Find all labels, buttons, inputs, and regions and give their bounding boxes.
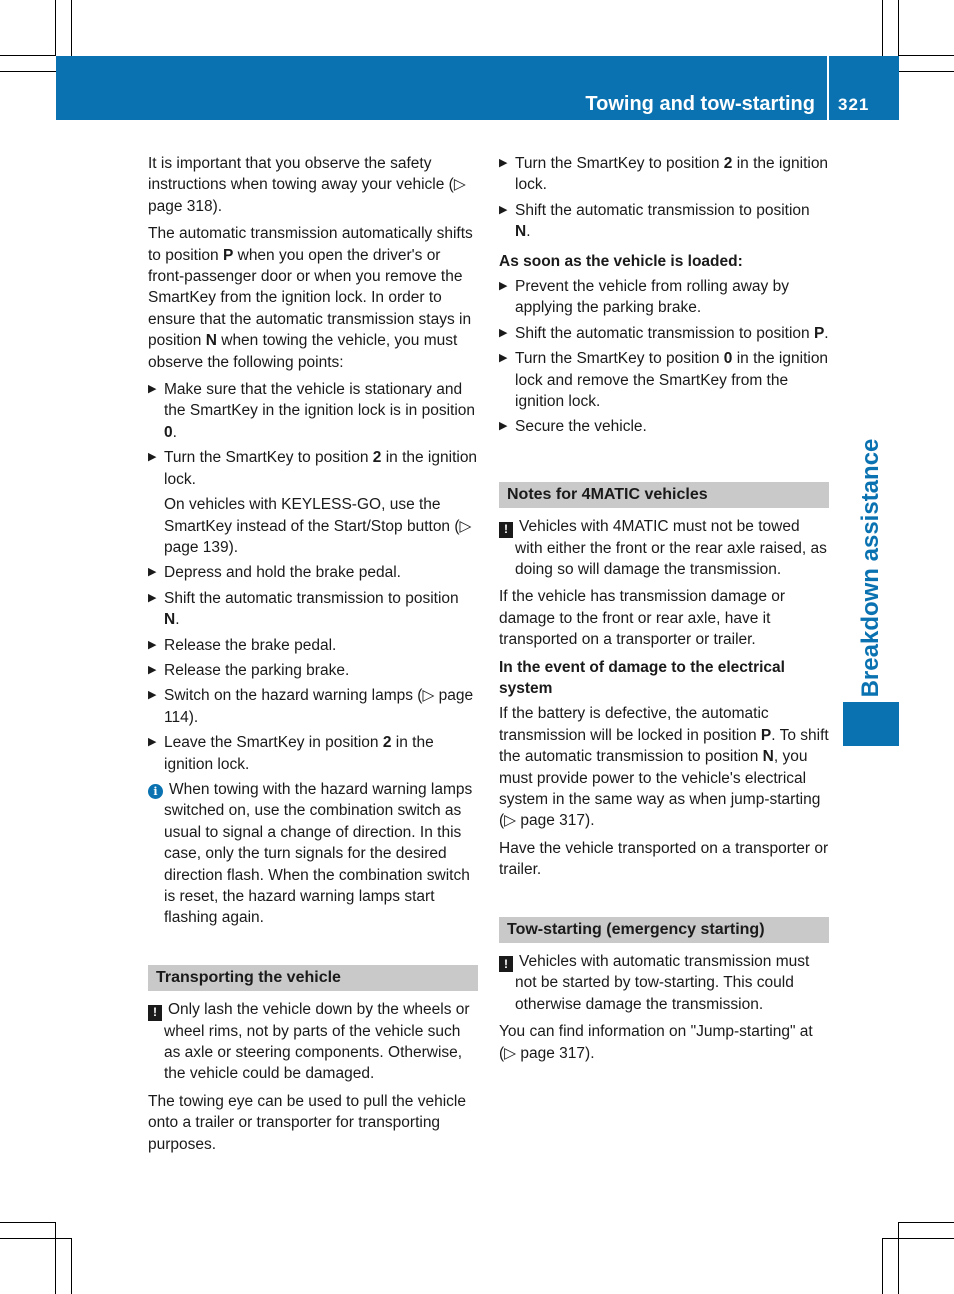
warning-note bbox=[148, 999, 478, 1085]
text-run: Shift the automatic transmission to position bbox=[515, 324, 814, 342]
page-title: Towing and tow-starting bbox=[585, 93, 815, 115]
electrical-paragraph bbox=[499, 703, 829, 831]
transmission-paragraph bbox=[148, 223, 478, 373]
crop-mark bbox=[882, 1238, 954, 1239]
right-column bbox=[499, 153, 829, 1070]
crop-mark bbox=[882, 1238, 883, 1294]
section-heading-4matic: Notes for 4MATIC vehicles bbox=[499, 482, 829, 508]
page-number: 321 bbox=[838, 95, 870, 114]
text-run: Leave the SmartKey in position bbox=[164, 734, 383, 752]
warning-icon: ! bbox=[499, 956, 513, 972]
text-run: The automatic transmission automatically shifts to position bbox=[148, 225, 473, 264]
text-run: . To shift the automatic transmission to position bbox=[499, 726, 829, 766]
text-run: When towing with the hazard warning lamps switched on, use the combination switch as usual to signal a change of direction. In this case, only the turn signals for the desired direction flash. When the combination switch is reset, the hazard warning lamps start flashing again. bbox=[164, 780, 473, 927]
step-item bbox=[148, 685, 478, 728]
step-item bbox=[148, 732, 478, 775]
crop-mark bbox=[0, 1238, 72, 1239]
warning-icon: ! bbox=[148, 1005, 162, 1021]
text-run: Prevent the vehicle from rolling away by applying the parking brake. bbox=[515, 278, 789, 317]
step-arrow-icon: ▶ bbox=[499, 326, 508, 339]
text-run: Turn the SmartKey to position bbox=[515, 155, 724, 172]
warning-note bbox=[499, 516, 829, 581]
step-item bbox=[499, 323, 829, 344]
text-run: . bbox=[824, 324, 829, 342]
step-arrow-icon: ▶ bbox=[148, 451, 157, 464]
position-code: N bbox=[205, 332, 217, 350]
position-code: N bbox=[762, 748, 774, 766]
step-item bbox=[148, 588, 478, 631]
position-code: N bbox=[515, 223, 527, 241]
jump-start-paragraph: You can find information on "Jump-starting" at (▷ page 317). bbox=[499, 1023, 813, 1062]
step-item bbox=[148, 660, 478, 681]
text-run: Make sure that the vehicle is stationary and the SmartKey in the ignition lock is in position bbox=[164, 381, 476, 420]
crop-mark bbox=[71, 1238, 72, 1294]
text-run: . bbox=[172, 423, 177, 441]
text-run: in the ignition lock. bbox=[164, 734, 434, 773]
crop-mark bbox=[898, 1222, 954, 1223]
position-code: P bbox=[760, 726, 772, 744]
text-run: Shift the automatic transmission to position bbox=[515, 201, 810, 219]
text-run: in the ignition lock. bbox=[164, 449, 478, 488]
crop-mark bbox=[0, 55, 56, 56]
text-run: , you must provide power to the vehicle's electrical system in the same way as when jump-starting (▷ page 317). bbox=[499, 748, 821, 830]
crop-mark bbox=[898, 71, 954, 72]
text-run: Vehicles with 4MATIC must not be towed with either the front or the rear axle raised, as doing so will damage the transmission. bbox=[515, 517, 827, 578]
text-run: in the ignition lock. bbox=[515, 155, 829, 194]
text-run: Switch on the hazard warning lamps (▷ page 114). bbox=[164, 687, 474, 726]
text-run: when you open the driver's or front-passenger door or when you remove the SmartKey from the ignition lock. In order to ensure that the automatic transmission stays in position bbox=[148, 246, 472, 350]
text-run: . bbox=[175, 611, 180, 629]
step-arrow-icon: ▶ bbox=[148, 689, 157, 702]
position-code: P bbox=[222, 246, 234, 264]
step-item bbox=[499, 348, 829, 412]
loaded-heading: As soon as the vehicle is loaded: bbox=[499, 252, 743, 270]
text-run: Depress and hold the brake pedal. bbox=[164, 564, 401, 582]
text-run: Only lash the vehicle down by the wheels or wheel rims, not by parts of the vehicle such as axle or steering components. Otherwise, the vehicle could be damaged. bbox=[164, 1000, 470, 1083]
step-arrow-icon: ▶ bbox=[148, 638, 157, 651]
step-item bbox=[148, 447, 478, 490]
step-item bbox=[499, 416, 829, 437]
text-run: Release the parking brake. bbox=[164, 661, 350, 679]
text-run: Vehicles with automatic transmission must not be started by tow-starting. This could otherwise damage the transmission. bbox=[515, 952, 810, 1013]
keyless-note: On vehicles with KEYLESS-GO, use the SmartKey instead of the Start/Stop button (▷ page 139). bbox=[164, 496, 472, 556]
step-arrow-icon: ▶ bbox=[148, 663, 157, 676]
text-run: Shift the automatic transmission to position bbox=[164, 589, 459, 607]
text-run: Release the brake pedal. bbox=[164, 636, 337, 654]
step-item bbox=[148, 635, 478, 656]
side-tab-marker bbox=[843, 702, 899, 746]
text-run: If the battery is defective, the automatic transmission will be locked in position bbox=[499, 705, 769, 744]
position-code: 2 bbox=[372, 449, 382, 467]
step-arrow-icon: ▶ bbox=[148, 566, 157, 579]
crop-mark bbox=[71, 0, 72, 56]
step-arrow-icon: ▶ bbox=[499, 203, 508, 216]
step-arrow-icon: ▶ bbox=[499, 420, 508, 433]
step-arrow-icon: ▶ bbox=[148, 591, 157, 604]
side-tab-label: Breakdown assistance bbox=[857, 438, 884, 698]
info-note bbox=[148, 779, 478, 929]
spacer bbox=[148, 935, 478, 965]
spacer bbox=[499, 887, 829, 917]
crop-mark bbox=[898, 55, 954, 56]
crop-mark bbox=[0, 71, 56, 72]
step-item bbox=[148, 379, 478, 443]
intro-paragraph: It is important that you observe the safety instructions when towing away your vehicle (▷ page 318). bbox=[148, 155, 466, 215]
section-heading-tow-starting: Tow-starting (emergency starting) bbox=[499, 917, 829, 943]
position-code: N bbox=[164, 611, 176, 629]
warning-icon: ! bbox=[499, 522, 513, 538]
crop-mark bbox=[0, 1222, 56, 1223]
step-item bbox=[148, 562, 478, 583]
spacer bbox=[499, 442, 829, 482]
header-divider bbox=[827, 56, 829, 120]
text-run: Secure the vehicle. bbox=[515, 418, 647, 436]
position-code: 2 bbox=[723, 155, 733, 172]
crop-mark bbox=[882, 0, 883, 56]
step-arrow-icon: ▶ bbox=[499, 280, 508, 293]
text-run: Turn the SmartKey to position bbox=[164, 449, 373, 467]
warning-note bbox=[499, 951, 829, 1016]
matic-paragraph: If the vehicle has transmission damage or damage to the front or rear axle, have it transported on a transporter or trailer. bbox=[499, 588, 786, 649]
section-heading-transporting: Transporting the vehicle bbox=[148, 965, 478, 991]
position-code: 0 bbox=[723, 350, 733, 368]
text-run: Turn the SmartKey to position bbox=[515, 350, 724, 368]
step-arrow-icon: ▶ bbox=[148, 383, 157, 396]
position-code: 2 bbox=[382, 734, 392, 752]
step-arrow-icon: ▶ bbox=[148, 736, 157, 749]
left-column bbox=[148, 153, 478, 1161]
text-run: when towing the vehicle, you must observe the following points: bbox=[148, 332, 458, 371]
electrical-heading: In the event of damage to the electrical system bbox=[499, 658, 785, 698]
step-arrow-icon: ▶ bbox=[499, 352, 508, 365]
crop-mark bbox=[898, 1222, 899, 1294]
step-item bbox=[499, 276, 829, 319]
info-icon: i bbox=[148, 784, 163, 799]
text-run: . bbox=[526, 223, 531, 241]
position-code: P bbox=[813, 324, 825, 342]
step-item bbox=[499, 153, 829, 196]
text-run: in the ignition lock and remove the SmartKey from the ignition lock. bbox=[515, 350, 829, 411]
step-item bbox=[499, 200, 829, 243]
crop-mark bbox=[898, 0, 899, 56]
position-code: 0 bbox=[164, 423, 173, 441]
towing-eye-paragraph: The towing eye can be used to pull the vehicle onto a trailer or transporter for transporting purposes. bbox=[148, 1092, 466, 1153]
crop-mark bbox=[55, 1222, 56, 1294]
step-arrow-icon: ▶ bbox=[499, 157, 508, 169]
crop-mark bbox=[55, 0, 56, 56]
transport-paragraph: Have the vehicle transported on a transporter or trailer. bbox=[499, 839, 829, 879]
